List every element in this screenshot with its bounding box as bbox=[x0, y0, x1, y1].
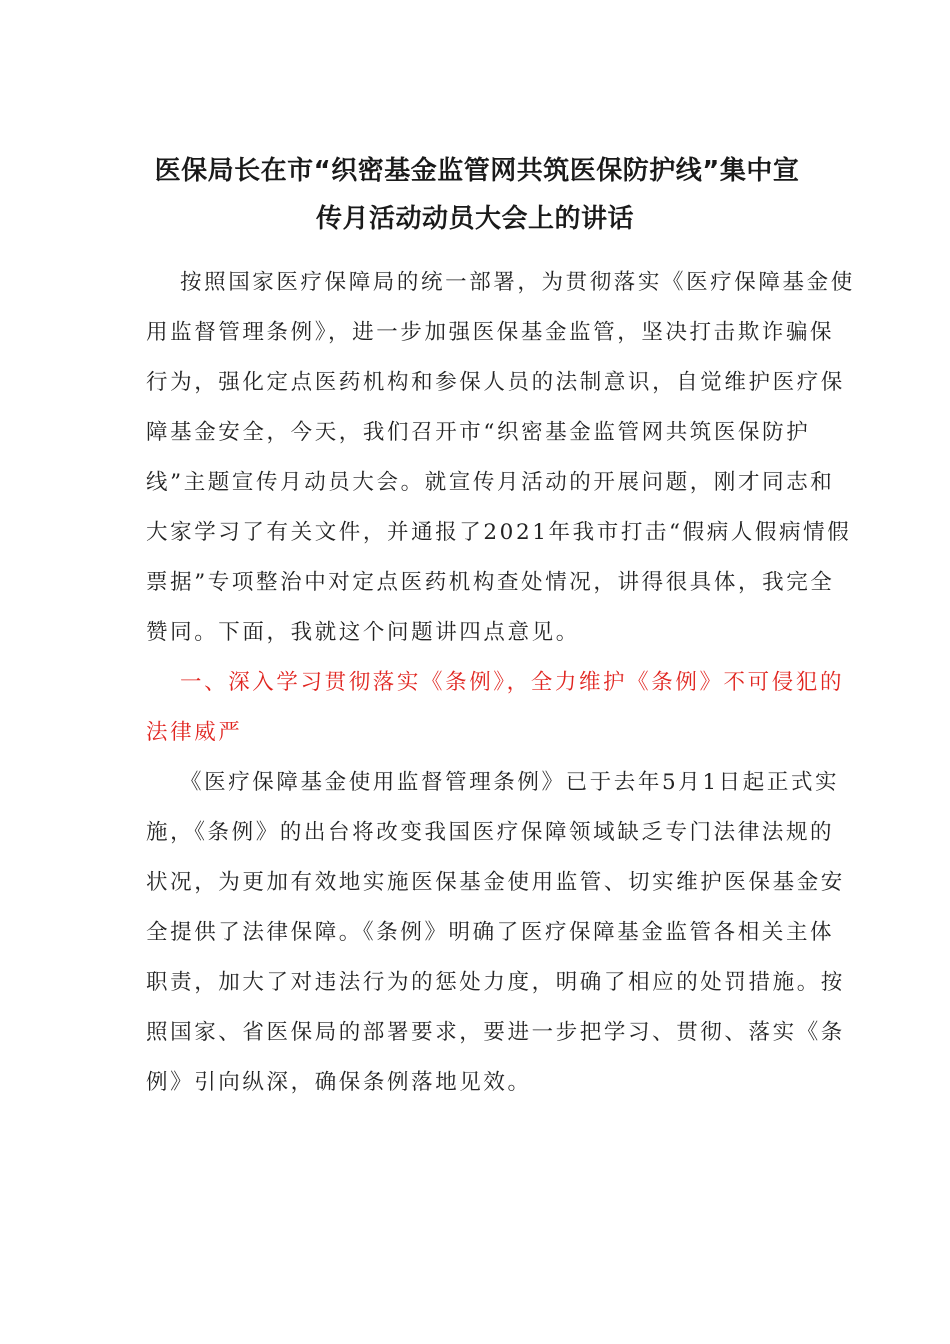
section-body-line: 施，《条例》的出台将改变我国医疗保障领域缺乏专门法律法规的 bbox=[146, 820, 835, 845]
document-title-line-1: 医保局长在市“织密基金监管网共筑医保防护线”集中宣 bbox=[154, 156, 800, 186]
document-title-line-2: 传月活动动员大会上的讲话 bbox=[315, 204, 634, 234]
intro-line: 按照国家医疗保障局的统一部署，为贯彻落实《医疗保障基金使 bbox=[180, 270, 855, 295]
intro-line: 票据”专项整治中对定点医药机构查处情况，讲得很具体，我完全 bbox=[146, 570, 835, 595]
section-body-line: 职责，加大了对违法行为的惩处力度，明确了相应的处罚措施。按 bbox=[146, 970, 845, 995]
section-body-line: 照国家、省医保局的部署要求，要进一步把学习、贯彻、落实《条 bbox=[146, 1020, 845, 1045]
intro-line: 大家学习了有关文件，并通报了2021年我市打击“假病人假病情假 bbox=[146, 520, 852, 545]
intro-line: 线”主题宣传月动员大会。就宣传月活动的开展问题，刚才同志和 bbox=[146, 470, 835, 495]
section-body-line: 状况，为更加有效地实施医保基金使用监管、切实维护医保基金安 bbox=[146, 870, 845, 895]
section-heading-line: 一、深入学习贯彻落实《条例》，全力维护《条例》不可侵犯的 bbox=[180, 670, 845, 695]
intro-line: 障基金安全，今天，我们召开市“织密基金监管网共筑医保防护 bbox=[146, 420, 811, 445]
section-heading-line: 法律威严 bbox=[146, 720, 243, 745]
intro-line: 用监督管理条例》，进一步加强医保基金监管，坚决打击欺诈骗保 bbox=[146, 320, 835, 345]
intro-line: 赞同。下面，我就这个问题讲四点意见。 bbox=[146, 620, 580, 645]
section-body-line: 全提供了法律保障。《条例》明确了医疗保障基金监管各相关主体 bbox=[146, 920, 835, 945]
intro-line: 行为，强化定点医药机构和参保人员的法制意识，自觉维护医疗保 bbox=[146, 370, 845, 395]
section-body-line: 《医疗保障基金使用监督管理条例》已于去年5月1日起正式实 bbox=[180, 770, 840, 795]
section-body-line: 例》引向纵深，确保条例落地见效。 bbox=[146, 1070, 532, 1095]
